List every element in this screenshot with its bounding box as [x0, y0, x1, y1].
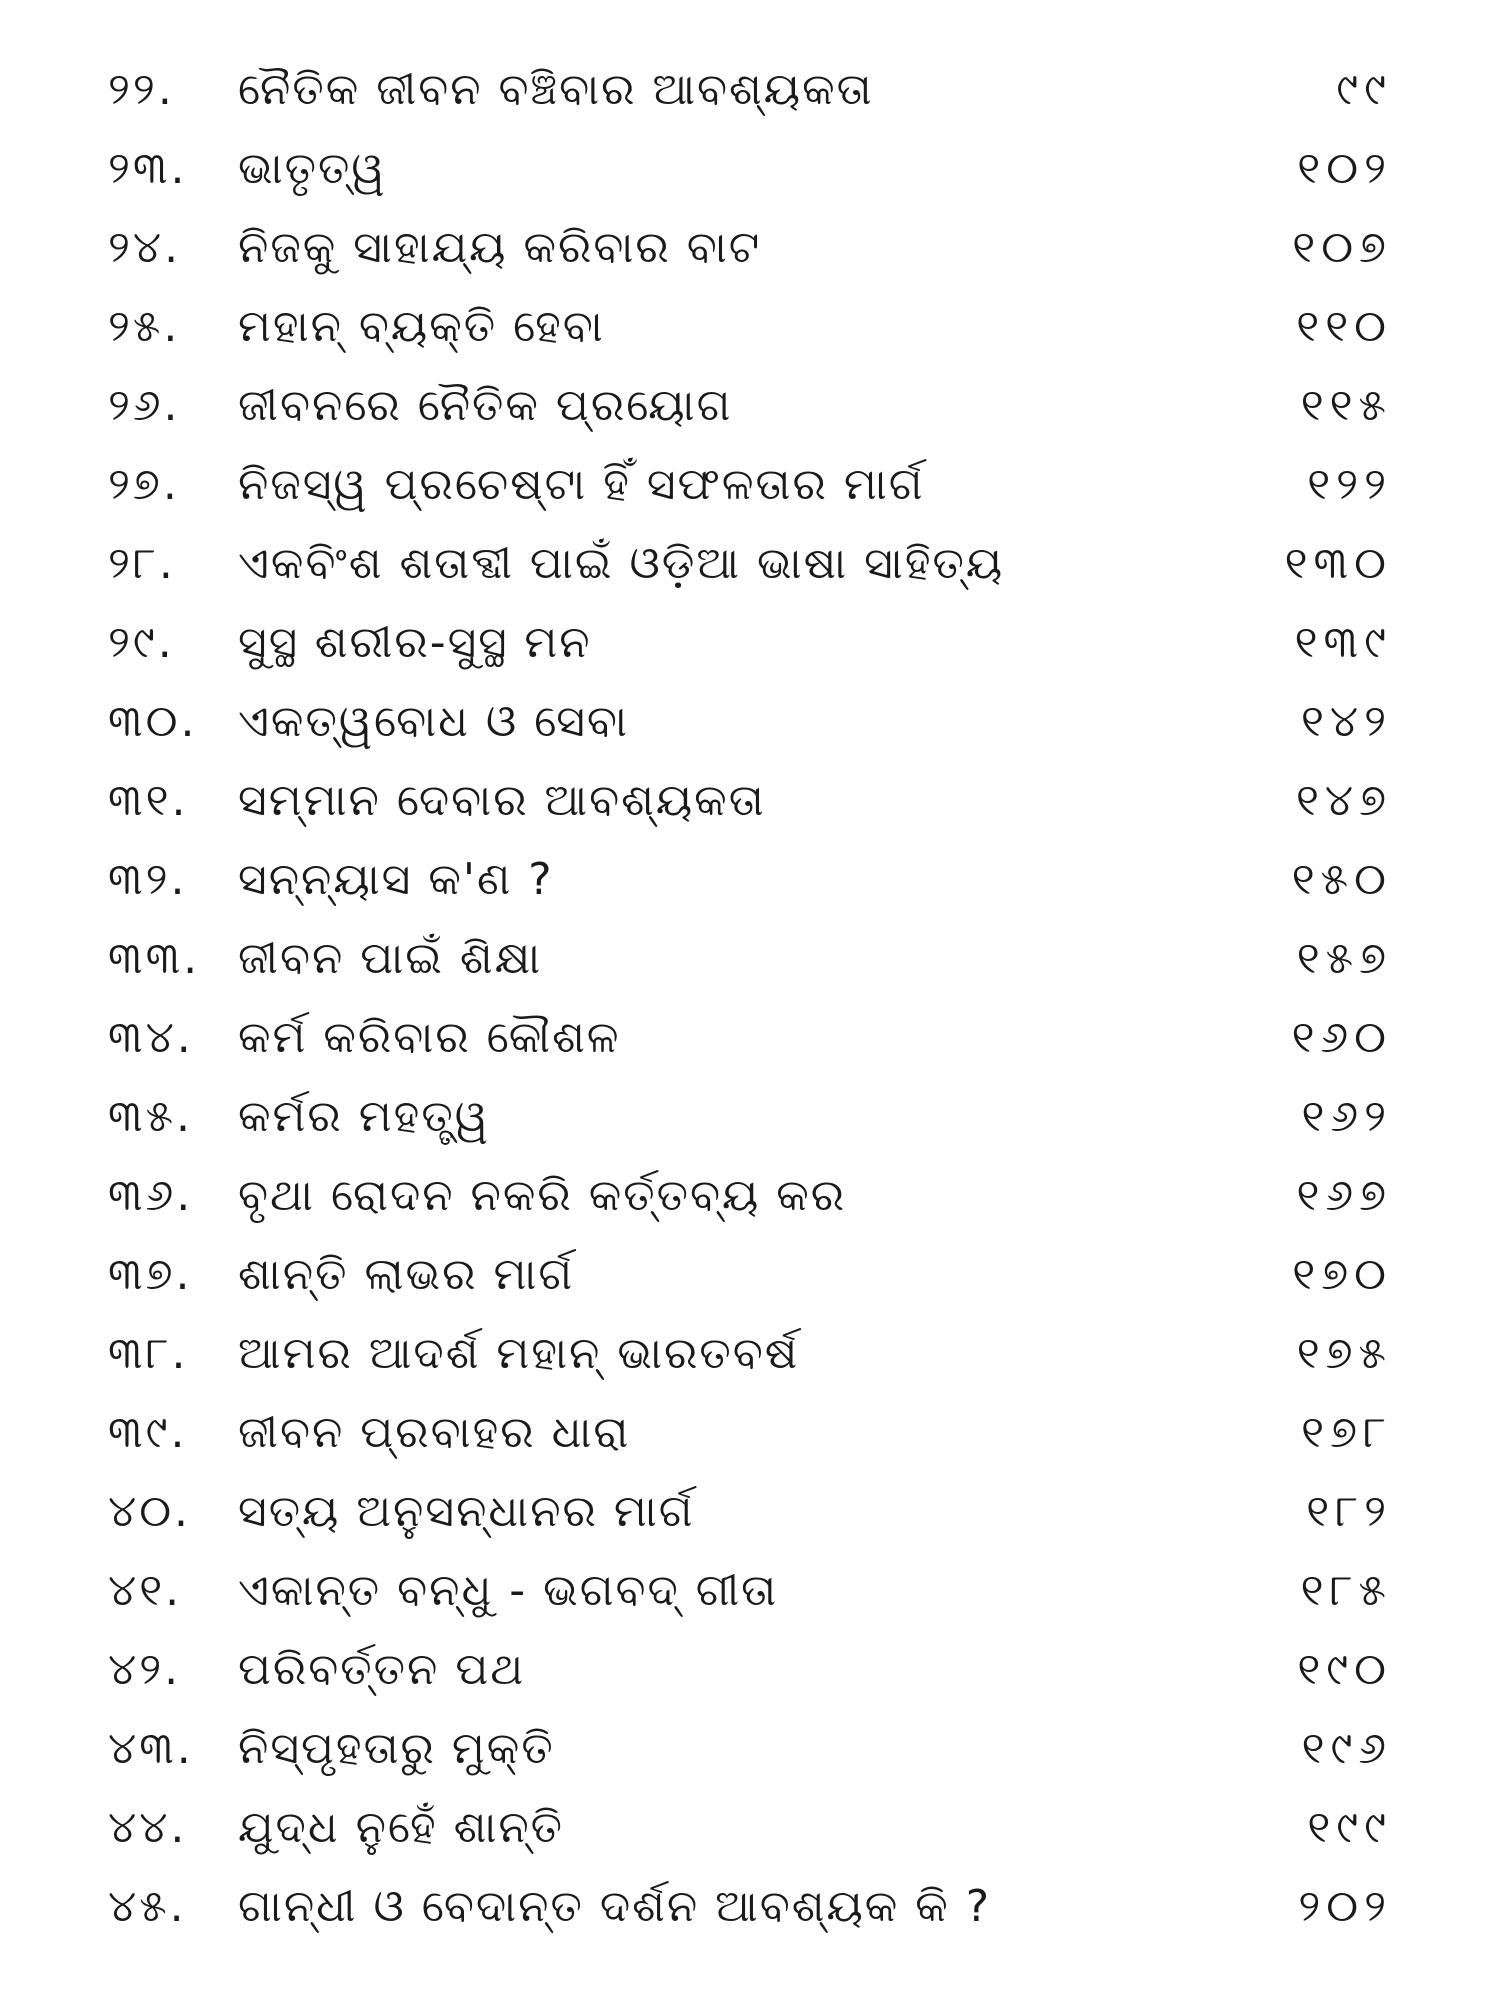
page-number: ୧୪୨ — [1300, 696, 1392, 747]
chapter-number: ୪୪. — [108, 1802, 188, 1853]
chapter-number: ୨୫. — [108, 301, 181, 352]
toc-entry-32 — [0, 840, 1500, 919]
chapter-number: ୩୮. — [108, 1328, 189, 1379]
chapter-number: ୨୪. — [108, 222, 182, 273]
chapter-title: ସମ୍ମାନ ଦେବାର ଆବଶ୍ୟକତା — [238, 775, 766, 826]
chapter-number: ୩୧. — [108, 775, 189, 826]
page-number: ୧୧୦ — [1296, 301, 1392, 352]
page-number: ୧୮୨ — [1306, 1486, 1392, 1537]
chapter-number: ୪୩. — [108, 1723, 194, 1774]
chapter-title: କର୍ମର ମହତ୍ତ୍ୱ — [238, 1091, 490, 1142]
page-number: ୧୭୫ — [1296, 1328, 1392, 1379]
chapter-number: ୪୧. — [108, 1565, 183, 1616]
page-number: ୧୦୭ — [1292, 222, 1392, 273]
page-number: ୧୩୯ — [1294, 617, 1392, 668]
toc-entry-23 — [0, 129, 1500, 208]
chapter-number: ୩୭. — [108, 1249, 193, 1300]
page-number: ୧୬୦ — [1291, 1012, 1392, 1063]
toc-entry-45 — [0, 1867, 1500, 1946]
chapter-number: ୨୩. — [108, 143, 188, 194]
chapter-number: ୩୬. — [108, 1170, 194, 1221]
chapter-title: ନୈତିକ ଜୀବନ ବଞ୍ଚିବାର ଆବଶ୍ୟକତା — [238, 64, 874, 115]
chapter-number: ୩୯. — [108, 1407, 188, 1458]
toc-entry-25 — [0, 287, 1500, 366]
chapter-number: ୪୫. — [108, 1881, 187, 1932]
chapter-title: ନିଜକୁ ସାହାଯ୍ୟ କରିବାର ବାଟ — [238, 222, 762, 273]
page-number: ୧୩୦ — [1284, 538, 1392, 589]
toc-entry-43 — [0, 1709, 1500, 1788]
chapter-title: ପରିବର୍ତ୍ତନ ପଥ — [238, 1644, 526, 1695]
page-number: ୧୯୬ — [1301, 1723, 1392, 1774]
toc-entry-36 — [0, 1156, 1500, 1235]
chapter-title: ଜୀବନ ପ୍ରବାହର ଧାରା — [238, 1407, 631, 1458]
chapter-number: ୩୨. — [108, 854, 188, 905]
page-number: ୧୪୭ — [1295, 775, 1392, 826]
chapter-title: ଗାନ୍ଧୀ ଓ ବେଦାନ୍ତ ଦର୍ଶନ ଆବଶ୍ୟକ କି ? — [238, 1881, 992, 1932]
page-number: ୧୨୨ — [1307, 459, 1392, 510]
page-number: ୧୭୦ — [1292, 1249, 1392, 1300]
chapter-title: ଜୀବନ ପାଇଁ ଶିକ୍ଷା — [238, 933, 543, 984]
toc-entry-38 — [0, 1314, 1500, 1393]
chapter-title: ଭାତୃତ୍ୱ — [238, 143, 387, 194]
page-number: ୧୮୫ — [1300, 1565, 1392, 1616]
toc-entry-26 — [0, 366, 1500, 445]
page-number: ୧୯୦ — [1297, 1644, 1392, 1695]
toc-entry-24 — [0, 208, 1500, 287]
toc-entry-27 — [0, 445, 1500, 524]
toc-entry-44 — [0, 1788, 1500, 1867]
chapter-number: ୨୯. — [108, 617, 175, 668]
chapter-title: ଏକାନ୍ତ ବନ୍ଧୁ - ଭଗବଦ୍ ଗୀତା — [238, 1565, 779, 1616]
chapter-title: ମହାନ୍ ବ୍ୟକ୍ତି ହେବା — [238, 301, 605, 352]
page-number: ୧୯୯ — [1307, 1802, 1392, 1853]
chapter-number: ୪୨. — [108, 1644, 182, 1695]
toc-entry-37 — [0, 1235, 1500, 1314]
toc-entry-41 — [0, 1551, 1500, 1630]
chapter-number: ୨୨. — [108, 64, 175, 115]
toc-entry-33 — [0, 919, 1500, 998]
page-number: ୨୦୨ — [1298, 1881, 1392, 1932]
page-number: ୧୭୮ — [1301, 1407, 1392, 1458]
chapter-number: ୨୮. — [108, 538, 176, 589]
chapter-title: ଯୁଦ୍ଧ ନୁହେଁ ଶାନ୍ତି — [238, 1802, 565, 1853]
chapter-title: ସତ୍ୟ ଅନୁସନ୍ଧାନର ମାର୍ଗ — [238, 1486, 695, 1537]
chapter-title: ଶାନ୍ତି ଲାଭର ମାର୍ଗ — [238, 1249, 575, 1300]
page-number: ୧୦୨ — [1297, 143, 1392, 194]
chapter-title: ଜୀବନରେ ନୈତିକ ପ୍ରୟୋଗ — [238, 380, 733, 431]
chapter-title: ଏକତ୍ୱବୋଧ ଓ ସେବା — [238, 696, 629, 747]
chapter-number: ୩୫. — [108, 1091, 194, 1142]
chapter-title: ସୁସ୍ଥ ଶରୀର-ସୁସ୍ଥ ମନ — [238, 617, 592, 668]
page-number: ୯୯ — [1336, 64, 1392, 115]
chapter-number: ୪୦. — [108, 1486, 192, 1537]
toc-entry-30 — [0, 682, 1500, 761]
chapter-number: ୩୪. — [108, 1012, 194, 1063]
chapter-title: ବୃଥା ରୋଦନ ନକରି କର୍ତ୍ତବ୍ୟ କର — [238, 1170, 847, 1221]
chapter-number: ୩୩. — [108, 933, 201, 984]
page-number: ୧୬୨ — [1301, 1091, 1392, 1142]
chapter-title: ସନ୍ନ୍ୟାସ କ'ଣ ? — [238, 854, 554, 905]
chapter-title: କର୍ମ କରିବାର କୌଶଳ — [238, 1012, 621, 1063]
page-number: ୧୧୫ — [1300, 380, 1392, 431]
chapter-number: ୨୬. — [108, 380, 181, 431]
toc-entry-31 — [0, 761, 1500, 840]
table-of-contents — [0, 50, 1500, 1946]
chapter-number: ୨୭. — [108, 459, 180, 510]
page-number: ୧୬୭ — [1296, 1170, 1392, 1221]
page-number: ୧୫୦ — [1291, 854, 1392, 905]
chapter-title: ଏକବିଂଶ ଶତାବ୍ଦୀ ପାଇଁ ଓଡ଼ିଆ ଭାଷା ସାହିତ୍ୟ — [238, 538, 1005, 589]
chapter-title: ନିଜସ୍ୱ ପ୍ରଚେଷ୍ଟା ହିଁ ସଫଳତାର ମାର୍ଗ — [238, 459, 925, 510]
toc-entry-29 — [0, 603, 1500, 682]
toc-entry-22 — [0, 50, 1500, 129]
chapter-number: ୩୦. — [108, 696, 198, 747]
toc-entry-34 — [0, 998, 1500, 1077]
toc-entry-39 — [0, 1393, 1500, 1472]
toc-entry-35 — [0, 1077, 1500, 1156]
toc-entry-28 — [0, 524, 1500, 603]
chapter-title: ନିସ୍ପୃହତାରୁ ମୁକ୍ତି — [238, 1723, 555, 1774]
chapter-title: ଆମର ଆଦର୍ଶ ମହାନ୍ ଭାରତବର୍ଷ — [238, 1328, 800, 1379]
toc-entry-40 — [0, 1472, 1500, 1551]
page-number: ୧୫୭ — [1296, 933, 1392, 984]
toc-entry-42 — [0, 1630, 1500, 1709]
